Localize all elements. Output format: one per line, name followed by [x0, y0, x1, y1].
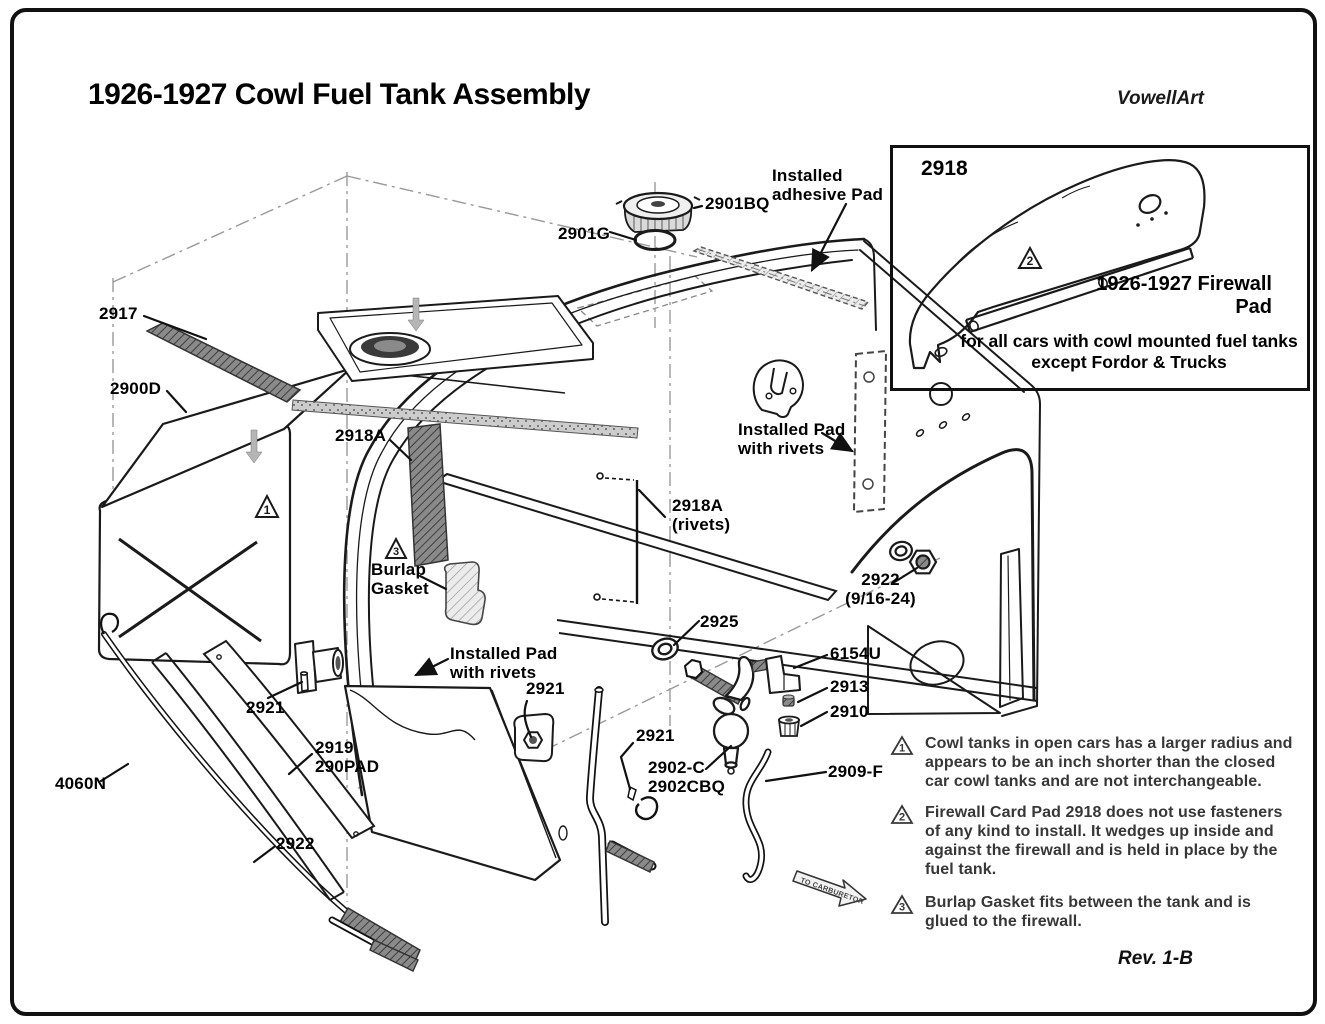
callout-2913: 2913 [830, 677, 869, 696]
callout-rivets-line2: (rivets) [672, 515, 731, 534]
callout-padrivets-l-line2: with rivets [450, 663, 537, 682]
callout-2910: 2910 [830, 702, 869, 721]
callout-padrivets-r-line1: Installed Pad [738, 420, 846, 439]
callout-6154u: 6154U [830, 644, 882, 663]
inset-desc-line1: for all cars with cowl mounted [960, 331, 1212, 351]
inset-desc-line2: fuel tanks except Fordor & Trucks [1031, 331, 1298, 372]
inset-heading-line2: Firewall Pad [1197, 273, 1272, 318]
callout-2909f: 2909-F [828, 762, 884, 781]
nut-2913 [783, 695, 794, 706]
note-3-text: Burlap Gasket fits between the tank and is glued to the firewall. [925, 894, 1252, 930]
callout-2902c-line2: 2902CBQ [648, 777, 725, 796]
mount-boss-center [514, 714, 553, 761]
svg-text:3: 3 [898, 901, 906, 914]
to-carburetor-text: TO CARBURETOR [799, 875, 866, 907]
callout-4060n: 4060N [55, 774, 107, 793]
callout-burlap-gasket [371, 560, 429, 598]
inset-description [958, 331, 1300, 373]
callout-2925: 2925 [700, 612, 739, 631]
revision-label: Rev. 1-B [1118, 948, 1193, 969]
callout-2901g: 2901G [558, 224, 611, 243]
nut-2910 [779, 717, 799, 737]
page-title: 1926-1927 Cowl Fuel Tank Assembly [88, 78, 591, 111]
nut-2922 [888, 539, 936, 573]
callout-installed-pad-rivets-right [738, 420, 845, 458]
gas-cap-2901bq [616, 193, 700, 232]
callout-2902c-line1: 2902-C [648, 758, 705, 777]
callout-2919-line2: 290PAD [315, 757, 380, 776]
callout-2918a: 2918A [335, 426, 387, 445]
callout-2900d: 2900D [110, 379, 162, 398]
firewall-strip-2917 [147, 323, 300, 402]
callout-2921-center: 2921 [526, 679, 565, 698]
warning-triangle-1-icon [890, 735, 914, 756]
inset-part-number: 2918 [921, 157, 968, 180]
adhesive-pad-strip [694, 247, 868, 309]
callout-2922-band: 2922 [276, 834, 315, 853]
horseshoe-bracket [754, 360, 803, 417]
callout-2921-left: 2921 [246, 698, 285, 717]
note-2 [890, 803, 1307, 879]
firewall-pad-strip-2918a [408, 424, 448, 566]
filler-tray [318, 296, 593, 381]
triangle-3-number: 3 [392, 546, 400, 558]
svg-text:2: 2 [898, 811, 906, 824]
callout-2918a-rivets [672, 496, 730, 534]
firewall-pad-ghost [854, 351, 886, 512]
callout-2922-nut [828, 570, 933, 608]
warning-triangle-2-icon [890, 804, 914, 825]
inset-heading [1070, 273, 1272, 319]
callout-2922-nut-line1: 2922 [861, 570, 900, 589]
callout-2919-290pad [315, 738, 379, 776]
callout-2901bq: 2901BQ [705, 194, 770, 213]
note-2-text: Firewall Card Pad 2918 does not use fasteners of any kind to install. It wedges up inside and against the firewall and is held in place by the fuel tank. [925, 804, 1283, 878]
callout-rivets-line1: 2918A [672, 496, 724, 515]
note-1 [890, 734, 1307, 791]
callout-padrivets-r-line2: with rivets [738, 439, 825, 458]
callout-burlap-line1: Burlap [371, 560, 427, 579]
inset-heading-line1: 1926-1927 [1096, 273, 1192, 295]
fuel-line-2909f [746, 752, 768, 880]
triangle-2-number: 2 [1026, 254, 1034, 268]
callout-installed-adhesive-pad [772, 166, 883, 204]
callout-2921-right: 2921 [636, 726, 675, 745]
triangle-1-number: 1 [263, 503, 271, 517]
artist-credit: VowellArt [1117, 88, 1204, 109]
elbow-fitting-6154u [752, 656, 800, 693]
callout-2919-line1: 2919 [315, 738, 354, 757]
note-3 [890, 893, 1307, 931]
shutoff-valve-2902 [711, 657, 753, 774]
callout-burlap-line2: Gasket [371, 579, 429, 598]
callout-adhesive-line2: adhesive Pad [772, 185, 884, 204]
to-carburetor-arrow [793, 871, 866, 906]
callout-2917: 2917 [99, 304, 138, 323]
note-1-text: Cowl tanks in open cars has a larger radius and appears to be an inch shorter than the closed car cowl tanks and are not interchangeable. [925, 735, 1293, 790]
callout-installed-pad-rivets-left [450, 644, 557, 682]
svg-text:1: 1 [898, 742, 906, 755]
washer-2925 [649, 635, 680, 663]
warning-triangle-3-icon [890, 894, 914, 915]
callout-adhesive-line1: Installed [772, 166, 843, 185]
fuel-rod-assembly [590, 688, 657, 922]
callout-2902c [648, 758, 725, 796]
callout-padrivets-l-line1: Installed Pad [450, 644, 558, 663]
callout-2922-nut-line2: (9/16-24) [845, 589, 916, 608]
burlap-gasket-piece [445, 562, 485, 624]
